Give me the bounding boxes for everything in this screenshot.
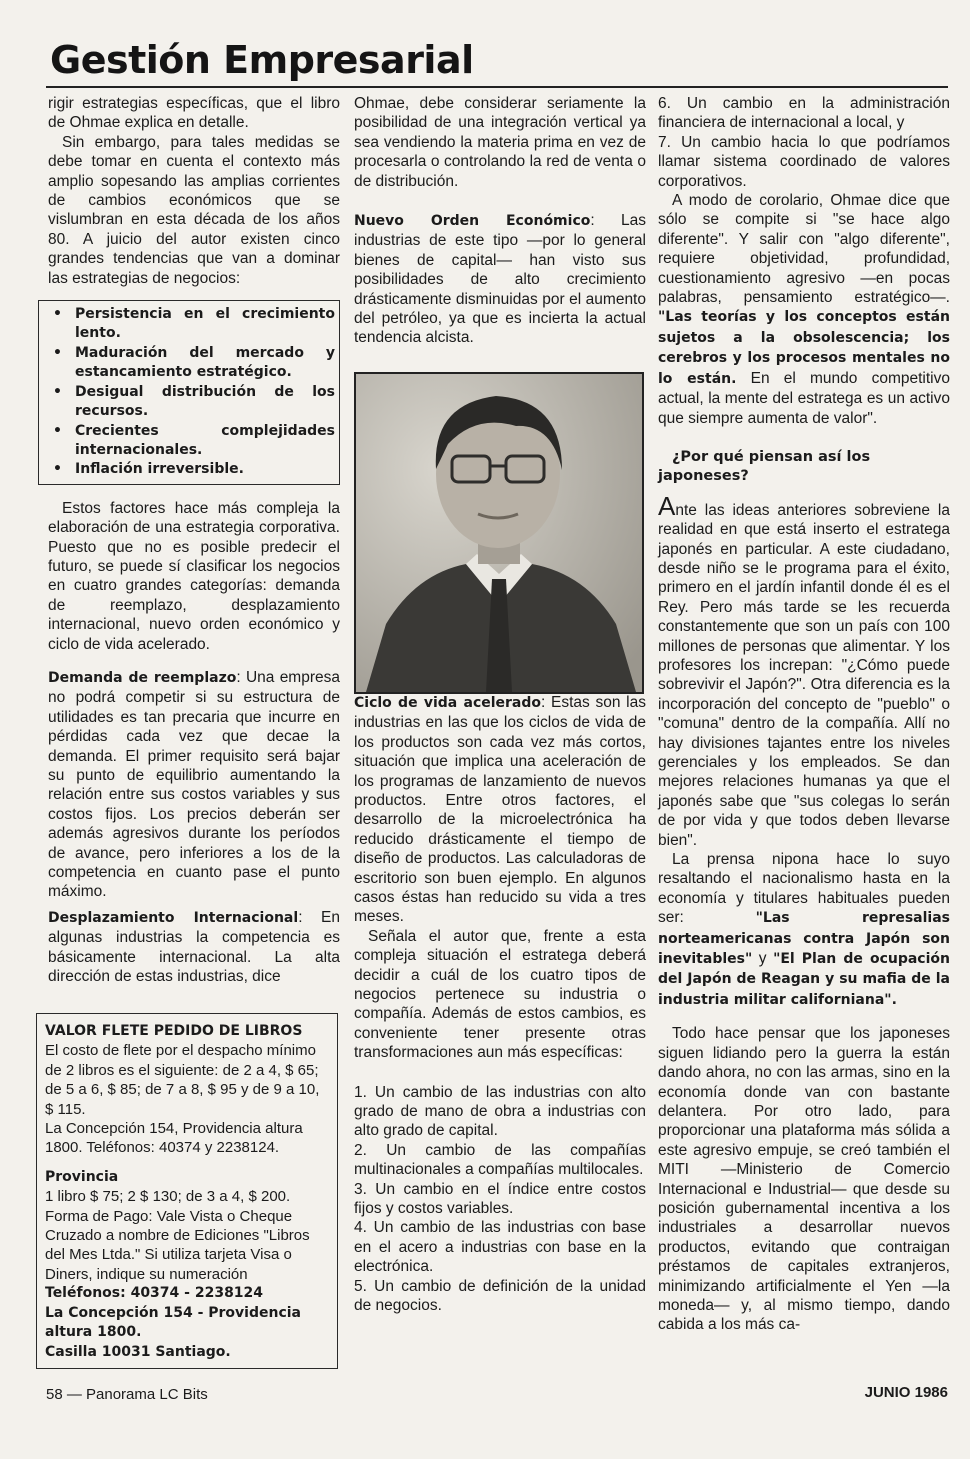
box-phones: Teléfonos: 40374 - 2238124 xyxy=(45,1285,264,1302)
paragraph: Ohmae, debe considerar seriamente la posibilidad de una integración vertical ya sea vendiendo la materia prima en vez de procesarla o controlando la red de venta o de distribución. xyxy=(354,95,646,190)
paragraph: A modo de corolario, Ohmae dice que sólo se compite si "se hace algo diferente". Y salir con "algo diferente", requiere objetividad, profundidad, cuestionamiento agresivo —en pocas palabras, pensamiento estratégico—. "Las teorías y los conceptos están sujetos a la obsolescencia; los cerebros y los procesos mentales no lo están. En el mundo competitivo actual, la mente del estratega es un activo que siempre aumenta de valor". xyxy=(658,192,950,427)
paragraph: rigir estrategias específicas, que el libro de Ohmae explica en detalle. xyxy=(48,95,340,132)
box-subheading: Provincia xyxy=(45,1168,119,1185)
paragraph: Sin embargo, para tales medidas se debe tomar en cuenta el contexto más amplio sopesando las amplias corrientes de cambios económicos que se vislumbran en esta década de los años 80. A juicio del autor existen cinco grandes tendencias que van a dominar las estrategias de negocios: xyxy=(48,133,340,287)
box-text: La Concepción 154, Providencia altura 1800. Teléfonos: 40374 y 2238124. xyxy=(45,1120,303,1157)
list-item: 2. Un cambio de las compañías multinacionales a compañías multilocales. xyxy=(354,1141,646,1179)
list-item: • Inflación irreversible. xyxy=(49,460,335,479)
column-2 xyxy=(354,94,646,1315)
portrait-photo xyxy=(354,372,644,694)
list-item: • Desigual distribución de los recursos. xyxy=(49,383,335,422)
bold-quote: "El Plan de ocupación del Japón de Reagan y su mafia de la industria militar californiana". xyxy=(658,951,950,1008)
bold-quote: "Las represalias norteamericanas contra Japón son inevitables" xyxy=(658,910,950,968)
title-rule xyxy=(46,86,948,88)
box-text: Forma de Pago: Vale Vista o Cheque Cruzado a nombre de Ediciones "Libros del Mes Ltda." Si utiliza tarjeta Visa o Diners, indique su numeración xyxy=(45,1207,310,1283)
bold-quote: "Las teorías y los conceptos están sujetos a la obsolescencia; los cerebros y los procesos mentales no lo están. xyxy=(658,309,950,387)
paragraph: Demanda de reemplazo: Una empresa no podrá competir si su estructura de utilidades es tan precaria que incurre en pérdidas cada vez que decae la demanda. El primer requisito será bajar su punto de equilibrio aumentando la relación entre sus costos variables y sus costos fijos. Los precios deberán ser además agresivos durante los períodos de avance, pero inferiores a los de la competencia en cuanto pase el punto máximo. xyxy=(48,668,340,901)
paragraph: Todo hace pensar que los japoneses siguen lidiando pero la guerra la están dando ahora, no con las armas, sino en la economía donde van con bastante delantera. Por otro lado, para proporcionar una plataforma más sólida a este agresivo empuje, se creó también el MITI —Ministerio de Comercio Internacional e Industrial— que desde su posición gubernamental incentiva a los industriales a desarrollar nuevos productos, evitando que contraigan préstamos de capitales extranjeros, minimizando artificialmente el Yen —la moneda— y, al mismo tiempo, dando cabida a los más ca- xyxy=(658,1025,950,1334)
paragraph: Nuevo Orden Económico: Las industrias de este tipo —por lo general bienes de capital— han visto sus posibilidades de alto crecimiento drásticamente disminuidas por el aumento del petróleo, ya que es incierta la actual tendencia alcista. xyxy=(354,212,646,347)
list-item: 1. Un cambio de las industrias con alto grado de mano de obra a industrias con alto grado de capital. xyxy=(354,1083,646,1140)
column-3 xyxy=(658,94,950,1335)
drop-cap: A xyxy=(658,490,676,521)
page-footer-right: JUNIO 1986 xyxy=(864,1384,948,1401)
column-1 xyxy=(48,94,340,986)
paragraph: Desplazamiento Internacional: En algunas industrias la competencia es básicamente internacional. La alta dirección de estas industrias, dice xyxy=(48,908,340,986)
box-heading: VALOR FLETE PEDIDO DE LIBROS xyxy=(45,1023,303,1039)
paragraph: Señala el autor que, frente a esta compleja situación el estratega deberá decidir a cuál de los cuatro tipos de negocios pertenece su industria o compañía. Además de estos cambios, es conveniente tener presente otras transformaciones aun más específicas: xyxy=(354,927,646,1062)
list-item: • Maduración del mercado y estancamiento estratégico. xyxy=(49,344,335,383)
run-in-heading: Demanda de reemplazo xyxy=(48,669,237,686)
freight-info-box xyxy=(36,1013,338,1369)
list-item: 3. Un cambio en el índice entre costos fijos y costos variables. xyxy=(354,1180,646,1218)
box-casilla: Casilla 10031 Santiago. xyxy=(45,1343,231,1360)
run-in-heading: Nuevo Orden Económico xyxy=(354,213,591,230)
paragraph: Estos factores hace más compleja la elaboración de una estrategia corporativa. Puesto que no es posible predecir el futuro, se puede sí clasificar los negocios en cuatro grandes categorías: demanda de reemplazo, desplazamiento internacional, nuevo orden económico y ciclo de vida acelerado. xyxy=(48,499,340,653)
paragraph: Ciclo de vida acelerado: Estas son las industrias en las que los ciclos de vida de los productos son cada vez más cortos, situación que implica una aceleración de los programas de lanzamiento de nuevos productos. Entre otros factores, el desarrollo de la microelectrónica ha reducido drásticamente el tiempo de diseño de productos. Las calculadoras de escritorio son buen ejemplo. En algunos casos éstas han reducido su vida a tres meses. xyxy=(354,693,646,926)
section-title: Gestión Empresarial xyxy=(50,38,474,82)
list-item: • Crecientes complejidades internacionales. xyxy=(49,422,335,461)
list-item: 6. Un cambio en la administración financiera de internacional a local, y xyxy=(658,95,950,132)
box-text: 1 libro $ 75; 2 $ 130; de 3 a 4, $ 200. xyxy=(45,1188,291,1206)
paragraph: Ante las ideas anteriores sobreviene la realidad en que está inserto el estratega japonés en particular. A este ciudadano, desde niño se le programa para el éxito, primero en el jardín infantil donde él es el Rey. Pero más tarde se les recuerda constantemente que son un país con 100 millones de personas que alimentar. Y los profesores los increpan: "¿Cómo puede sobrevivir el Japón?". Otra diferencia es la incorporación del concepto de "pueblo" o "comuna" dentro de la compañía. Allí no hay divisiones tajantes entre los niveles gerenciales y los empleados. Se dan mejores relaciones humanas ya que el japonés sabe que "sus colegas lo serán de por vida y que todos deben llevarse bien". xyxy=(658,490,950,849)
run-in-heading: Ciclo de vida acelerado xyxy=(354,694,542,711)
box-text: El costo de flete por el despacho mínimo de 2 libros es el siguiente: de 2 a 4, $ 65; de 5 a 6, $ 85; de 7 a 8, $ 95 y de 9 a 10, $ 115. xyxy=(45,1042,320,1118)
box-address: La Concepción 154 - Providencia altura 1800. xyxy=(45,1304,301,1341)
list-item: 7. Un cambio hacia lo que podríamos llamar sistema coordinado de valores corporativos. xyxy=(658,133,950,190)
list-item: 4. Un cambio de las industrias con base en el acero a industrias con base en la electrónica. xyxy=(354,1219,646,1276)
portrait-photo-icon xyxy=(356,374,642,692)
page-footer-left: 58 — Panorama LC Bits xyxy=(46,1386,208,1403)
run-in-heading: Desplazamiento Internacional xyxy=(48,909,299,926)
paragraph: La prensa nipona hace lo suyo resaltando el nacionalismo hasta en la economía y titulares habituales pueden ser: "Las represalias norteamericanas contra Japón son inevitables" y "El Plan de ocupación del Japón de Reagan y su mafia de la industria militar californiana". xyxy=(658,851,950,1008)
subheading: ¿Por qué piensan así los japoneses? xyxy=(658,448,871,485)
list-item: • Persistencia en el crecimiento lento. xyxy=(49,305,335,344)
list-item: 5. Un cambio de definición de la unidad de negocios. xyxy=(354,1277,646,1315)
trends-box xyxy=(38,300,340,485)
